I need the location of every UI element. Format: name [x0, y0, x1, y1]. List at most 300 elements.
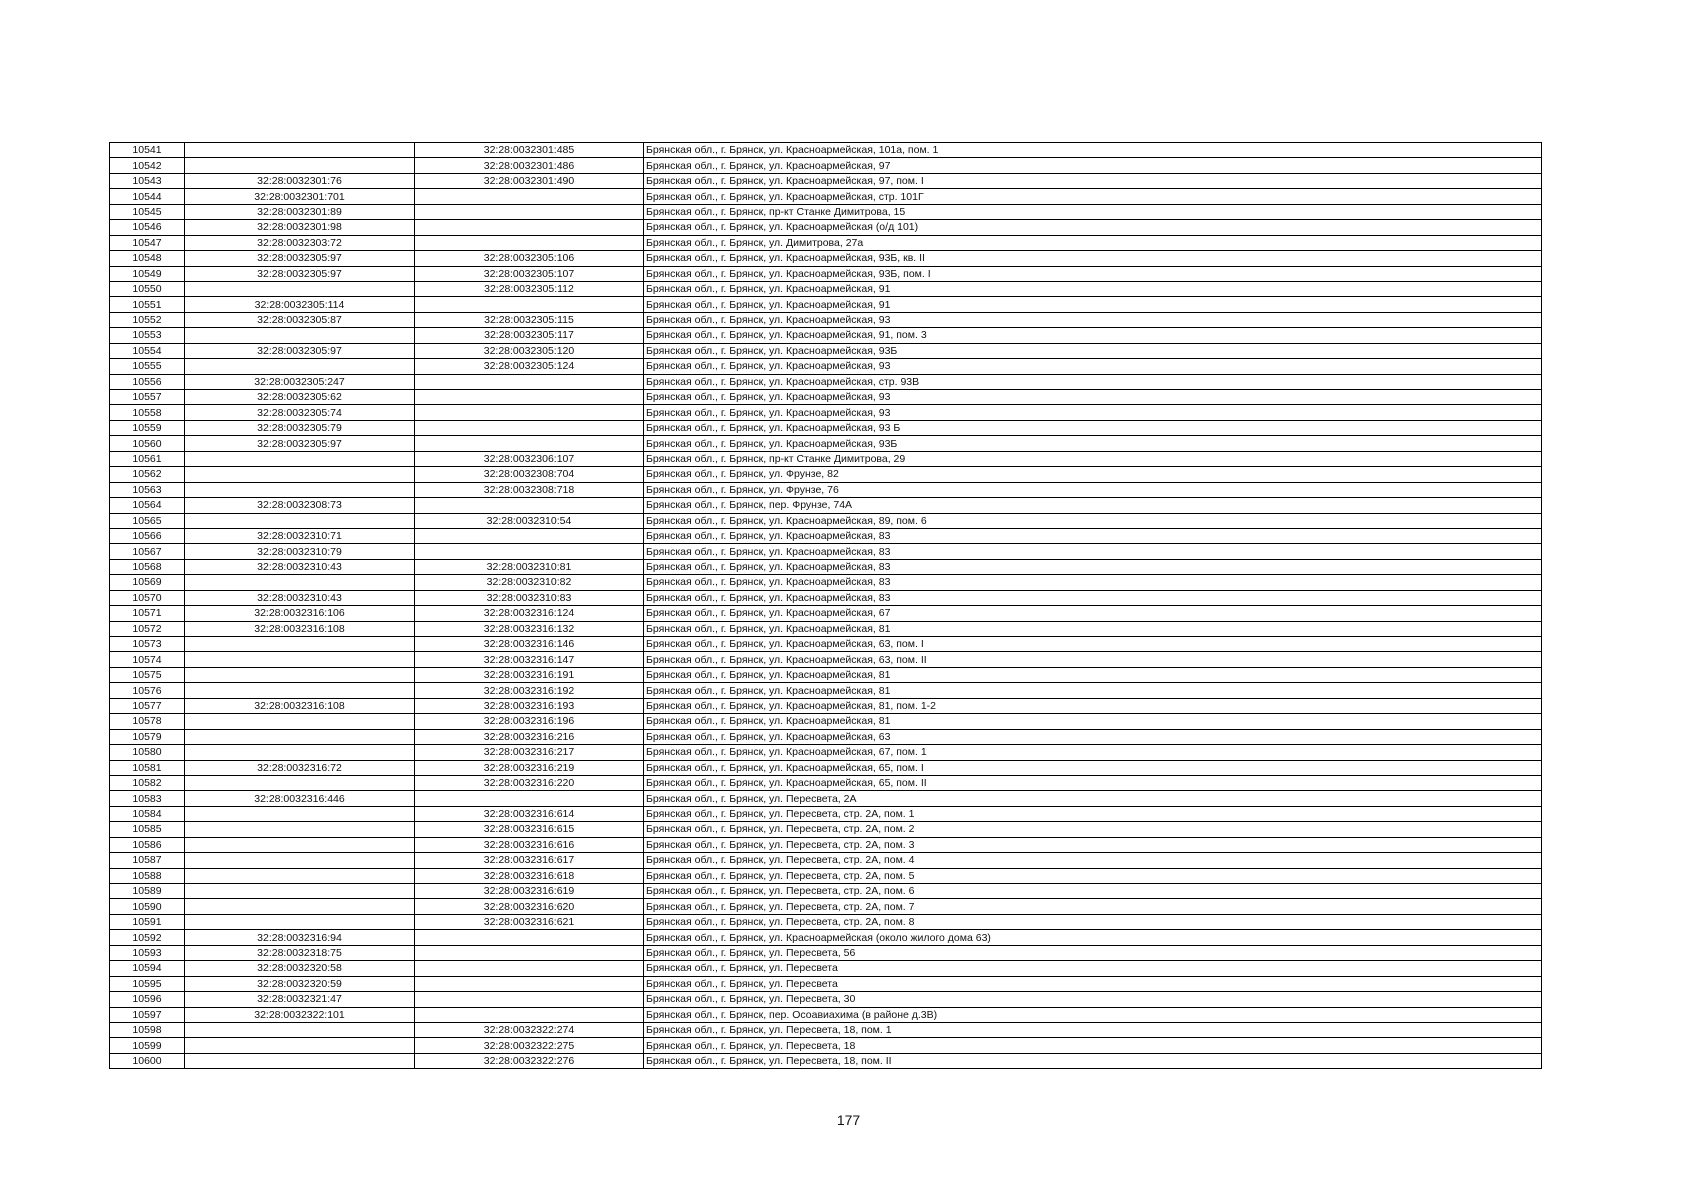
row-number-cell: 10598 [110, 1022, 185, 1037]
row-number-cell: 10587 [110, 853, 185, 868]
table-row [110, 266, 1542, 281]
land-cadastral-number-cell: 32:28:0032316:108 [185, 621, 415, 636]
address-cell: Брянская обл., г. Брянск, ул. Пересвета, 18, пом. II [644, 1053, 1542, 1068]
address-cell: Брянская обл., г. Брянск, ул. Красноармейская, 89, пом. 6 [644, 513, 1542, 528]
address-cell: Брянская обл., г. Брянск, ул. Пересвета, стр. 2А, пом. 7 [644, 899, 1542, 914]
land-cadastral-number-cell [185, 853, 415, 868]
object-cadastral-number-cell: 32:28:0032316:124 [415, 606, 644, 621]
object-cadastral-number-cell: 32:28:0032316:220 [415, 775, 644, 790]
address-cell: Брянская обл., г. Брянск, ул. Красноармейская, 93 Б [644, 420, 1542, 435]
row-number-cell: 10592 [110, 930, 185, 945]
address-cell: Брянская обл., г. Брянск, пр-кт Станке Димитрова, 29 [644, 451, 1542, 466]
row-number-cell: 10559 [110, 420, 185, 435]
land-cadastral-number-cell [185, 714, 415, 729]
address-cell: Брянская обл., г. Брянск, ул. Красноармейская, 93Б [644, 343, 1542, 358]
address-cell: Брянская обл., г. Брянск, ул. Красноармейская, 81 [644, 667, 1542, 682]
land-cadastral-number-cell: 32:28:0032305:114 [185, 297, 415, 312]
row-number-cell: 10567 [110, 544, 185, 559]
address-cell: Брянская обл., г. Брянск, ул. Красноармейская, 81, пом. 1-2 [644, 698, 1542, 713]
table-row [110, 714, 1542, 729]
address-cell: Брянская обл., г. Брянск, ул. Красноармейская, 91 [644, 297, 1542, 312]
table-row [110, 760, 1542, 775]
table-row [110, 1007, 1542, 1022]
row-number-cell: 10586 [110, 837, 185, 852]
object-cadastral-number-cell: 32:28:0032301:485 [415, 143, 644, 158]
land-cadastral-number-cell: 32:28:0032303:72 [185, 235, 415, 250]
object-cadastral-number-cell [415, 791, 644, 806]
land-cadastral-number-cell: 32:28:0032301:701 [185, 189, 415, 204]
row-number-cell: 10563 [110, 482, 185, 497]
land-cadastral-number-cell [185, 158, 415, 173]
object-cadastral-number-cell: 32:28:0032316:614 [415, 806, 644, 821]
object-cadastral-number-cell: 32:28:0032316:616 [415, 837, 644, 852]
table-row [110, 482, 1542, 497]
table-row [110, 251, 1542, 266]
object-cadastral-number-cell [415, 976, 644, 991]
address-cell: Брянская обл., г. Брянск, ул. Пересвета, стр. 2А, пом. 8 [644, 914, 1542, 929]
address-cell: Брянская обл., г. Брянск, ул. Красноармейская, 83 [644, 528, 1542, 543]
address-cell: Брянская обл., г. Брянск, ул. Пересвета, 18, пом. 1 [644, 1022, 1542, 1037]
land-cadastral-number-cell: 32:28:0032305:97 [185, 343, 415, 358]
row-number-cell: 10590 [110, 899, 185, 914]
land-cadastral-number-cell: 32:28:0032305:97 [185, 251, 415, 266]
object-cadastral-number-cell [415, 528, 644, 543]
table-row [110, 374, 1542, 389]
object-cadastral-number-cell: 32:28:0032316:216 [415, 729, 644, 744]
row-number-cell: 10582 [110, 775, 185, 790]
land-cadastral-number-cell [185, 837, 415, 852]
table-row [110, 930, 1542, 945]
table-row [110, 729, 1542, 744]
row-number-cell: 10595 [110, 976, 185, 991]
object-cadastral-number-cell: 32:28:0032316:621 [415, 914, 644, 929]
row-number-cell: 10566 [110, 528, 185, 543]
row-number-cell: 10549 [110, 266, 185, 281]
address-cell: Брянская обл., г. Брянск, ул. Красноармейская, 81 [644, 714, 1542, 729]
table-row [110, 281, 1542, 296]
land-cadastral-number-cell: 32:28:0032305:79 [185, 420, 415, 435]
address-cell: Брянская обл., г. Брянск, ул. Красноармейская (о/д 101) [644, 220, 1542, 235]
address-cell: Брянская обл., г. Брянск, ул. Красноармейская, 83 [644, 559, 1542, 574]
object-cadastral-number-cell: 32:28:0032310:83 [415, 590, 644, 605]
object-cadastral-number-cell: 32:28:0032310:81 [415, 559, 644, 574]
table-row [110, 621, 1542, 636]
row-number-cell: 10542 [110, 158, 185, 173]
object-cadastral-number-cell [415, 930, 644, 945]
table-row [110, 528, 1542, 543]
table-row [110, 945, 1542, 960]
table-row [110, 451, 1542, 466]
object-cadastral-number-cell: 32:28:0032322:276 [415, 1053, 644, 1068]
row-number-cell: 10600 [110, 1053, 185, 1068]
object-cadastral-number-cell: 32:28:0032316:620 [415, 899, 644, 914]
object-cadastral-number-cell [415, 544, 644, 559]
row-number-cell: 10552 [110, 312, 185, 327]
table-row [110, 606, 1542, 621]
table-row [110, 992, 1542, 1007]
address-cell: Брянская обл., г. Брянск, пер. Осоавиахима (в районе д.3В) [644, 1007, 1542, 1022]
land-cadastral-number-cell [185, 652, 415, 667]
address-cell: Брянская обл., г. Брянск, ул. Красноармейская, 65, пом. I [644, 760, 1542, 775]
object-cadastral-number-cell [415, 498, 644, 513]
table-row [110, 637, 1542, 652]
object-cadastral-number-cell: 32:28:0032305:120 [415, 343, 644, 358]
object-cadastral-number-cell: 32:28:0032316:147 [415, 652, 644, 667]
land-cadastral-number-cell [185, 143, 415, 158]
table-row [110, 297, 1542, 312]
land-cadastral-number-cell: 32:28:0032318:75 [185, 945, 415, 960]
object-cadastral-number-cell: 32:28:0032306:107 [415, 451, 644, 466]
table-row [110, 775, 1542, 790]
row-number-cell: 10573 [110, 637, 185, 652]
land-cadastral-number-cell [185, 328, 415, 343]
row-number-cell: 10565 [110, 513, 185, 528]
address-cell: Брянская обл., г. Брянск, ул. Красноармейская, 93Б, кв. II [644, 251, 1542, 266]
row-number-cell: 10579 [110, 729, 185, 744]
table-row [110, 899, 1542, 914]
land-cadastral-number-cell [185, 1022, 415, 1037]
address-cell: Брянская обл., г. Брянск, ул. Красноармейская, 81 [644, 683, 1542, 698]
land-cadastral-number-cell [185, 868, 415, 883]
object-cadastral-number-cell: 32:28:0032316:615 [415, 822, 644, 837]
table-row [110, 976, 1542, 991]
land-cadastral-number-cell [185, 482, 415, 497]
address-cell: Брянская обл., г. Брянск, ул. Красноармейская, 65, пом. II [644, 775, 1542, 790]
object-cadastral-number-cell: 32:28:0032316:617 [415, 853, 644, 868]
address-cell: Брянская обл., г. Брянск, ул. Красноармейская, 67 [644, 606, 1542, 621]
table-row [110, 343, 1542, 358]
object-cadastral-number-cell: 32:28:0032316:146 [415, 637, 644, 652]
table-row [110, 853, 1542, 868]
land-cadastral-number-cell [185, 775, 415, 790]
row-number-cell: 10596 [110, 992, 185, 1007]
object-cadastral-number-cell: 32:28:0032305:112 [415, 281, 644, 296]
table-row [110, 420, 1542, 435]
object-cadastral-number-cell: 32:28:0032305:124 [415, 359, 644, 374]
table-row [110, 189, 1542, 204]
land-cadastral-number-cell [185, 683, 415, 698]
address-cell: Брянская обл., г. Брянск, ул. Красноармейская, 83 [644, 544, 1542, 559]
table-row [110, 683, 1542, 698]
table-row [110, 235, 1542, 250]
land-cadastral-number-cell [185, 745, 415, 760]
row-number-cell: 10558 [110, 405, 185, 420]
land-cadastral-number-cell [185, 1053, 415, 1068]
address-cell: Брянская обл., г. Брянск, ул. Красноармейская, 101а, пом. 1 [644, 143, 1542, 158]
object-cadastral-number-cell: 32:28:0032305:115 [415, 312, 644, 327]
row-number-cell: 10597 [110, 1007, 185, 1022]
object-cadastral-number-cell: 32:28:0032301:486 [415, 158, 644, 173]
object-cadastral-number-cell [415, 961, 644, 976]
table-row [110, 359, 1542, 374]
address-cell: Брянская обл., г. Брянск, ул. Пересвета [644, 976, 1542, 991]
table-row [110, 822, 1542, 837]
object-cadastral-number-cell: 32:28:0032316:217 [415, 745, 644, 760]
object-cadastral-number-cell: 32:28:0032322:274 [415, 1022, 644, 1037]
address-cell: Брянская обл., г. Брянск, ул. Красноармейская, стр. 93В [644, 374, 1542, 389]
land-cadastral-number-cell [185, 884, 415, 899]
object-cadastral-number-cell: 32:28:0032316:191 [415, 667, 644, 682]
object-cadastral-number-cell [415, 189, 644, 204]
address-cell: Брянская обл., г. Брянск, ул. Пересвета, стр. 2А, пом. 2 [644, 822, 1542, 837]
table-row [110, 390, 1542, 405]
object-cadastral-number-cell [415, 405, 644, 420]
object-cadastral-number-cell: 32:28:0032308:718 [415, 482, 644, 497]
table-row [110, 1053, 1542, 1068]
address-cell: Брянская обл., г. Брянск, ул. Красноармейская, 93 [644, 312, 1542, 327]
table-row [110, 220, 1542, 235]
object-cadastral-number-cell: 32:28:0032301:490 [415, 173, 644, 188]
land-cadastral-number-cell: 32:28:0032305:62 [185, 390, 415, 405]
address-cell: Брянская обл., г. Брянск, пр-кт Станке Димитрова, 15 [644, 204, 1542, 219]
row-number-cell: 10572 [110, 621, 185, 636]
address-cell: Брянская обл., г. Брянск, ул. Красноармейская, 63, пом. I [644, 637, 1542, 652]
address-cell: Брянская обл., г. Брянск, ул. Красноармейская, 91 [644, 281, 1542, 296]
address-cell: Брянская обл., г. Брянск, ул. Пересвета, стр. 2А, пом. 4 [644, 853, 1542, 868]
table-row [110, 884, 1542, 899]
table-row [110, 436, 1542, 451]
object-cadastral-number-cell: 32:28:0032310:54 [415, 513, 644, 528]
land-cadastral-number-cell: 32:28:0032316:446 [185, 791, 415, 806]
object-cadastral-number-cell: 32:28:0032305:106 [415, 251, 644, 266]
table-row [110, 1038, 1542, 1053]
table-row [110, 961, 1542, 976]
address-cell: Брянская обл., г. Брянск, ул. Красноармейская, 93Б, пом. I [644, 266, 1542, 281]
table-row [110, 914, 1542, 929]
object-cadastral-number-cell [415, 297, 644, 312]
row-number-cell: 10564 [110, 498, 185, 513]
object-cadastral-number-cell [415, 204, 644, 219]
address-cell: Брянская обл., г. Брянск, ул. Красноармейская, 93 [644, 359, 1542, 374]
row-number-cell: 10571 [110, 606, 185, 621]
land-cadastral-number-cell: 32:28:0032305:87 [185, 312, 415, 327]
table-row [110, 544, 1542, 559]
land-cadastral-number-cell: 32:28:0032301:89 [185, 204, 415, 219]
table-row [110, 1022, 1542, 1037]
table-row [110, 204, 1542, 219]
row-number-cell: 10570 [110, 590, 185, 605]
address-cell: Брянская обл., г. Брянск, ул. Красноармейская, 63 [644, 729, 1542, 744]
table-row [110, 143, 1542, 158]
object-cadastral-number-cell: 32:28:0032305:107 [415, 266, 644, 281]
land-cadastral-number-cell [185, 637, 415, 652]
table-row [110, 868, 1542, 883]
row-number-cell: 10560 [110, 436, 185, 451]
land-cadastral-number-cell: 32:28:0032305:247 [185, 374, 415, 389]
address-cell: Брянская обл., г. Брянск, ул. Красноармейская, стр. 101Г [644, 189, 1542, 204]
object-cadastral-number-cell [415, 992, 644, 1007]
land-cadastral-number-cell [185, 667, 415, 682]
land-cadastral-number-cell [185, 451, 415, 466]
page-number: 177 [836, 1112, 861, 1128]
object-cadastral-number-cell: 32:28:0032316:618 [415, 868, 644, 883]
table-row [110, 498, 1542, 513]
land-cadastral-number-cell: 32:28:0032305:74 [185, 405, 415, 420]
land-cadastral-number-cell: 32:28:0032305:97 [185, 436, 415, 451]
row-number-cell: 10599 [110, 1038, 185, 1053]
address-cell: Брянская обл., г. Брянск, ул. Красноармейская, 93 [644, 405, 1542, 420]
address-cell: Брянская обл., г. Брянск, ул. Пересвета, 2А [644, 791, 1542, 806]
object-cadastral-number-cell [415, 1007, 644, 1022]
address-cell: Брянская обл., г. Брянск, ул. Фрунзе, 82 [644, 467, 1542, 482]
table-row [110, 513, 1542, 528]
row-number-cell: 10576 [110, 683, 185, 698]
object-cadastral-number-cell [415, 390, 644, 405]
table-row [110, 559, 1542, 574]
land-cadastral-number-cell: 32:28:0032320:59 [185, 976, 415, 991]
address-cell: Брянская обл., г. Брянск, ул. Димитрова, 27а [644, 235, 1542, 250]
row-number-cell: 10561 [110, 451, 185, 466]
table-row [110, 745, 1542, 760]
object-cadastral-number-cell [415, 235, 644, 250]
address-cell: Брянская обл., г. Брянск, ул. Красноармейская, 97 [644, 158, 1542, 173]
row-number-cell: 10584 [110, 806, 185, 821]
row-number-cell: 10544 [110, 189, 185, 204]
address-cell: Брянская обл., г. Брянск, ул. Пересвета, стр. 2А, пом. 3 [644, 837, 1542, 852]
table-row [110, 667, 1542, 682]
land-cadastral-number-cell: 32:28:0032310:71 [185, 528, 415, 543]
land-cadastral-number-cell: 32:28:0032322:101 [185, 1007, 415, 1022]
table-row [110, 328, 1542, 343]
land-cadastral-number-cell: 32:28:0032310:79 [185, 544, 415, 559]
row-number-cell: 10569 [110, 575, 185, 590]
table-row [110, 405, 1542, 420]
table-row [110, 590, 1542, 605]
land-cadastral-number-cell: 32:28:0032316:72 [185, 760, 415, 775]
address-cell: Брянская обл., г. Брянск, ул. Пересвета [644, 961, 1542, 976]
address-cell: Брянская обл., г. Брянск, ул. Фрунзе, 76 [644, 482, 1542, 497]
land-cadastral-number-cell: 32:28:0032301:98 [185, 220, 415, 235]
land-cadastral-number-cell [185, 806, 415, 821]
table-row [110, 312, 1542, 327]
row-number-cell: 10581 [110, 760, 185, 775]
land-cadastral-number-cell [185, 575, 415, 590]
address-cell: Брянская обл., г. Брянск, пер. Фрунзе, 74А [644, 498, 1542, 513]
row-number-cell: 10546 [110, 220, 185, 235]
object-cadastral-number-cell [415, 945, 644, 960]
address-cell: Брянская обл., г. Брянск, ул. Пересвета, стр. 2А, пом. 5 [644, 868, 1542, 883]
address-cell: Брянская обл., г. Брянск, ул. Пересвета, 56 [644, 945, 1542, 960]
address-cell: Брянская обл., г. Брянск, ул. Пересвета, стр. 2А, пом. 6 [644, 884, 1542, 899]
object-cadastral-number-cell: 32:28:0032310:82 [415, 575, 644, 590]
land-cadastral-number-cell [185, 467, 415, 482]
address-cell: Брянская обл., г. Брянск, ул. Красноармейская (около жилого дома 63) [644, 930, 1542, 945]
table-row [110, 837, 1542, 852]
address-cell: Брянская обл., г. Брянск, ул. Красноармейская, 91, пом. 3 [644, 328, 1542, 343]
land-cadastral-number-cell: 32:28:0032316:94 [185, 930, 415, 945]
land-cadastral-number-cell [185, 359, 415, 374]
object-cadastral-number-cell: 32:28:0032322:275 [415, 1038, 644, 1053]
address-cell: Брянская обл., г. Брянск, ул. Красноармейская, 63, пом. II [644, 652, 1542, 667]
object-cadastral-number-cell: 32:28:0032316:193 [415, 698, 644, 713]
land-cadastral-number-cell: 32:28:0032321:47 [185, 992, 415, 1007]
land-cadastral-number-cell [185, 822, 415, 837]
land-cadastral-number-cell [185, 729, 415, 744]
land-cadastral-number-cell [185, 914, 415, 929]
row-number-cell: 10594 [110, 961, 185, 976]
land-cadastral-number-cell [185, 513, 415, 528]
land-cadastral-number-cell: 32:28:0032310:43 [185, 590, 415, 605]
object-cadastral-number-cell: 32:28:0032305:117 [415, 328, 644, 343]
address-cell: Брянская обл., г. Брянск, ул. Красноармейская, 67, пом. 1 [644, 745, 1542, 760]
address-cell: Брянская обл., г. Брянск, ул. Пересвета, стр. 2А, пом. 1 [644, 806, 1542, 821]
registry-table-body [110, 143, 1542, 1069]
row-number-cell: 10583 [110, 791, 185, 806]
object-cadastral-number-cell: 32:28:0032316:192 [415, 683, 644, 698]
address-cell: Брянская обл., г. Брянск, ул. Пересвета, 18 [644, 1038, 1542, 1053]
land-cadastral-number-cell [185, 899, 415, 914]
address-cell: Брянская обл., г. Брянск, ул. Красноармейская, 83 [644, 575, 1542, 590]
row-number-cell: 10585 [110, 822, 185, 837]
land-cadastral-number-cell [185, 1038, 415, 1053]
row-number-cell: 10588 [110, 868, 185, 883]
row-number-cell: 10547 [110, 235, 185, 250]
property-registry-table [109, 142, 1542, 1069]
row-number-cell: 10555 [110, 359, 185, 374]
table-row [110, 158, 1542, 173]
object-cadastral-number-cell: 32:28:0032316:196 [415, 714, 644, 729]
object-cadastral-number-cell: 32:28:0032316:132 [415, 621, 644, 636]
object-cadastral-number-cell [415, 220, 644, 235]
row-number-cell: 10541 [110, 143, 185, 158]
row-number-cell: 10591 [110, 914, 185, 929]
row-number-cell: 10553 [110, 328, 185, 343]
address-cell: Брянская обл., г. Брянск, ул. Красноармейская, 97, пом. I [644, 173, 1542, 188]
land-cadastral-number-cell: 32:28:0032320:58 [185, 961, 415, 976]
object-cadastral-number-cell: 32:28:0032316:619 [415, 884, 644, 899]
land-cadastral-number-cell: 32:28:0032316:108 [185, 698, 415, 713]
row-number-cell: 10548 [110, 251, 185, 266]
row-number-cell: 10574 [110, 652, 185, 667]
land-cadastral-number-cell: 32:28:0032305:97 [185, 266, 415, 281]
row-number-cell: 10556 [110, 374, 185, 389]
row-number-cell: 10554 [110, 343, 185, 358]
address-cell: Брянская обл., г. Брянск, ул. Красноармейская, 93Б [644, 436, 1542, 451]
address-cell: Брянская обл., г. Брянск, ул. Красноармейская, 81 [644, 621, 1542, 636]
object-cadastral-number-cell [415, 436, 644, 451]
address-cell: Брянская обл., г. Брянск, ул. Красноармейская, 83 [644, 590, 1542, 605]
row-number-cell: 10593 [110, 945, 185, 960]
row-number-cell: 10568 [110, 559, 185, 574]
object-cadastral-number-cell: 32:28:0032316:219 [415, 760, 644, 775]
row-number-cell: 10551 [110, 297, 185, 312]
object-cadastral-number-cell: 32:28:0032308:704 [415, 467, 644, 482]
table-row [110, 575, 1542, 590]
address-cell: Брянская обл., г. Брянск, ул. Пересвета, 30 [644, 992, 1542, 1007]
row-number-cell: 10562 [110, 467, 185, 482]
object-cadastral-number-cell [415, 420, 644, 435]
table-row [110, 173, 1542, 188]
row-number-cell: 10578 [110, 714, 185, 729]
row-number-cell: 10543 [110, 173, 185, 188]
table-row [110, 467, 1542, 482]
table-row [110, 698, 1542, 713]
row-number-cell: 10550 [110, 281, 185, 296]
object-cadastral-number-cell [415, 374, 644, 389]
land-cadastral-number-cell: 32:28:0032316:106 [185, 606, 415, 621]
row-number-cell: 10580 [110, 745, 185, 760]
land-cadastral-number-cell: 32:28:0032301:76 [185, 173, 415, 188]
row-number-cell: 10545 [110, 204, 185, 219]
row-number-cell: 10589 [110, 884, 185, 899]
row-number-cell: 10575 [110, 667, 185, 682]
table-row [110, 652, 1542, 667]
land-cadastral-number-cell: 32:28:0032308:73 [185, 498, 415, 513]
land-cadastral-number-cell [185, 281, 415, 296]
table-row [110, 791, 1542, 806]
row-number-cell: 10557 [110, 390, 185, 405]
row-number-cell: 10577 [110, 698, 185, 713]
